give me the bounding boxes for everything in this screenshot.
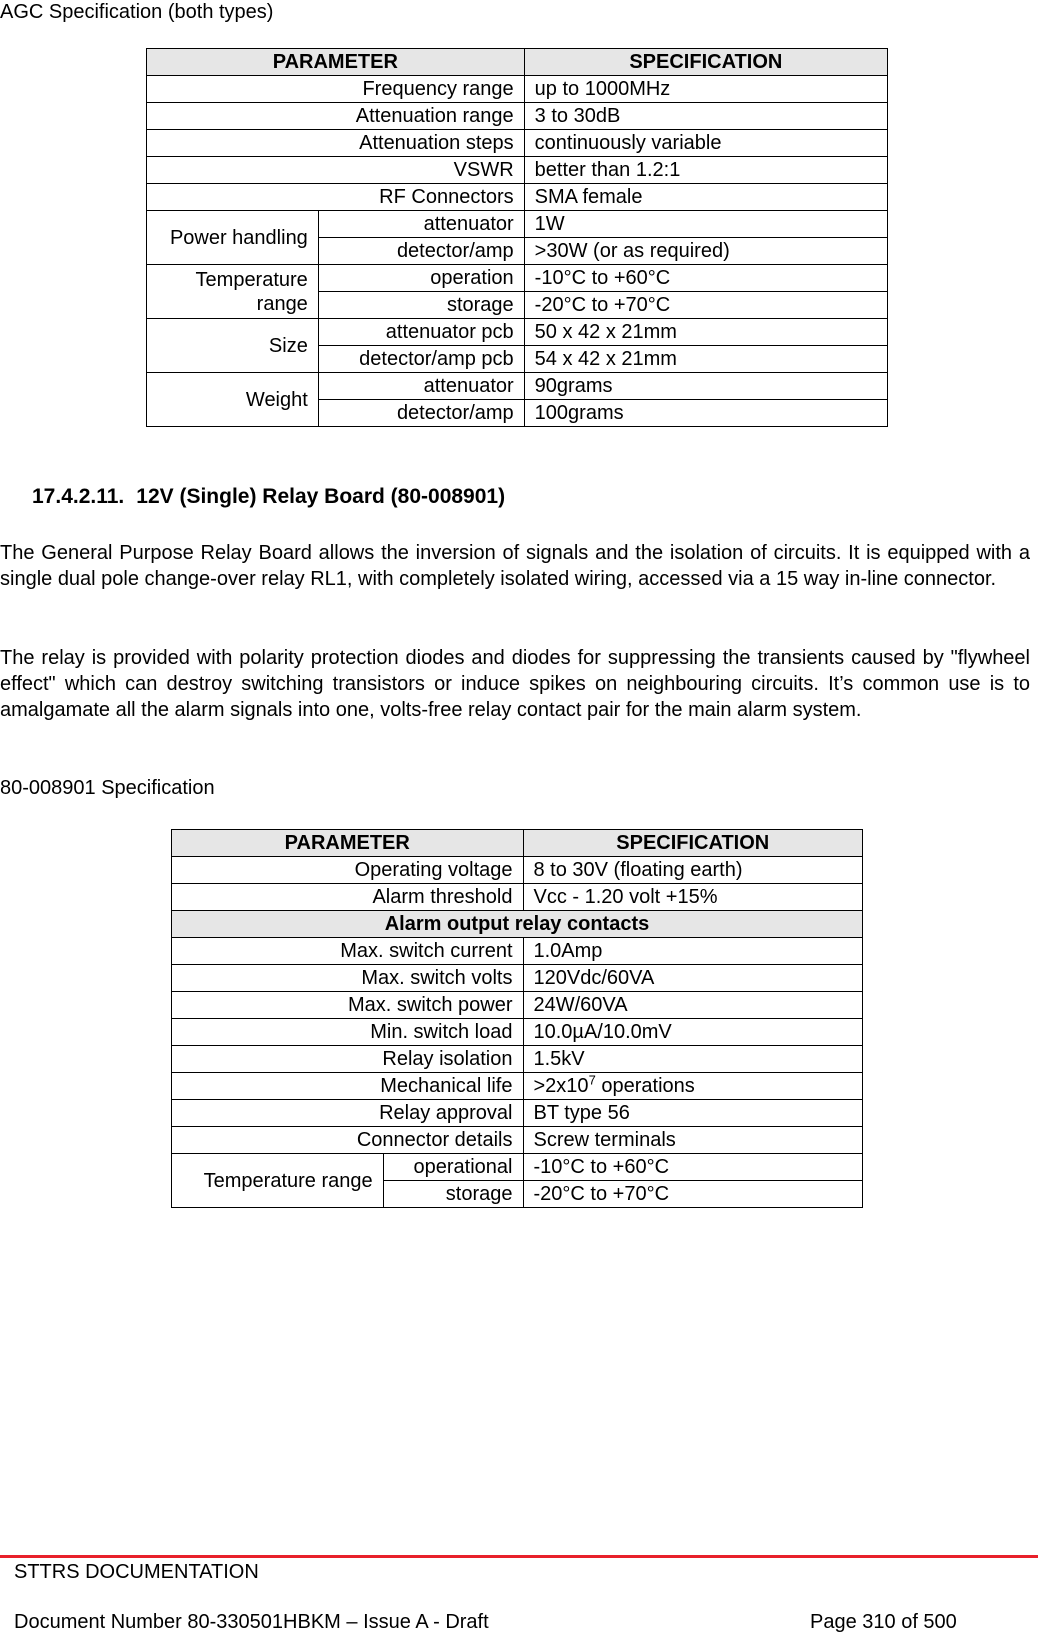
table-row bbox=[147, 184, 888, 211]
section-number: 17.4.2.11. bbox=[32, 485, 125, 508]
agc-spec-table bbox=[146, 48, 888, 427]
table-header-row bbox=[172, 830, 863, 857]
spec-cell: -10°C to +60°C bbox=[524, 265, 887, 292]
sub-param-cell: detector/amp pcb bbox=[318, 346, 524, 373]
spec-cell: 1.0Amp bbox=[523, 938, 863, 965]
param-cell: Max. switch power bbox=[172, 992, 524, 1019]
spec-cell bbox=[523, 1073, 863, 1100]
spec-cell: 90grams bbox=[524, 373, 887, 400]
sub-param-cell: detector/amp bbox=[318, 238, 524, 265]
spec-cell: 3 to 30dB bbox=[524, 103, 887, 130]
param-cell: Attenuation steps bbox=[147, 130, 525, 157]
table-subheader-row bbox=[172, 911, 863, 938]
table-row bbox=[147, 211, 888, 238]
param-cell: RF Connectors bbox=[147, 184, 525, 211]
spec-cell: >30W (or as required) bbox=[524, 238, 887, 265]
table-row bbox=[172, 965, 863, 992]
param-cell: Min. switch load bbox=[172, 1019, 524, 1046]
spec-cell: -10°C to +60°C bbox=[523, 1154, 863, 1181]
spec-cell: 120Vdc/60VA bbox=[523, 965, 863, 992]
param-cell: VSWR bbox=[147, 157, 525, 184]
sub-param-cell: operation bbox=[318, 265, 524, 292]
spec-cell: 54 x 42 x 21mm bbox=[524, 346, 887, 373]
spec-cell: -20°C to +70°C bbox=[523, 1181, 863, 1208]
paragraph: The relay is provided with polarity protection diodes and diodes for suppressing the transients caused by "flywheel effect" which can destroy switching transistors or induce spikes on neighbouring circuits. It’s common use is to amalgamate all the alarm signals into one, volts-free relay contact pair for the main alarm system. bbox=[0, 647, 1030, 721]
spec-cell: 1W bbox=[524, 211, 887, 238]
sub-param-cell: storage bbox=[318, 292, 524, 319]
table-row bbox=[172, 1100, 863, 1127]
footer-divider bbox=[0, 1555, 1038, 1558]
subheader-alarm-output: Alarm output relay contacts bbox=[172, 911, 863, 938]
sub-param-cell: attenuator pcb bbox=[318, 319, 524, 346]
footer-title: STTRS DOCUMENTATION bbox=[14, 1561, 259, 1583]
spec-suffix: operations bbox=[595, 1075, 695, 1097]
spec-cell: BT type 56 bbox=[523, 1100, 863, 1127]
spec-exponent: 7 bbox=[588, 1072, 596, 1088]
spec-prefix: >2x10 bbox=[533, 1075, 589, 1097]
header-parameter: PARAMETER bbox=[172, 830, 524, 857]
param-cell: Relay isolation bbox=[172, 1046, 524, 1073]
header-parameter: PARAMETER bbox=[147, 49, 525, 76]
footer-document-number: Document Number 80-330501HBKM – Issue A - Draft bbox=[14, 1611, 489, 1633]
param-cell: Connector details bbox=[172, 1127, 524, 1154]
footer-page-number: Page 310 of 500 bbox=[810, 1611, 957, 1633]
relay-spec-table bbox=[171, 829, 863, 1208]
param-cell: Max. switch current bbox=[172, 938, 524, 965]
sub-param-cell: attenuator bbox=[318, 373, 524, 400]
table-row bbox=[147, 157, 888, 184]
table-row bbox=[172, 884, 863, 911]
spec-caption: 80-008901 Specification bbox=[0, 777, 215, 799]
spec-cell: continuously variable bbox=[524, 130, 887, 157]
spec-cell: 24W/60VA bbox=[523, 992, 863, 1019]
section-heading bbox=[32, 485, 505, 509]
sub-param-cell: storage bbox=[383, 1181, 523, 1208]
table-row bbox=[172, 857, 863, 884]
table-row bbox=[147, 76, 888, 103]
param-cell: Operating voltage bbox=[172, 857, 524, 884]
spec-cell: up to 1000MHz bbox=[524, 76, 887, 103]
group-label-temperature-range: Temperature range bbox=[172, 1154, 384, 1208]
group-label-temperature-range: Temperature range bbox=[147, 265, 319, 319]
spec-cell: Screw terminals bbox=[523, 1127, 863, 1154]
param-cell: Alarm threshold bbox=[172, 884, 524, 911]
table-row bbox=[172, 1019, 863, 1046]
table-row bbox=[172, 938, 863, 965]
spec-cell: 100grams bbox=[524, 400, 887, 427]
table-row bbox=[172, 1046, 863, 1073]
table-row bbox=[172, 992, 863, 1019]
group-label-power-handling: Power handling bbox=[147, 211, 319, 265]
param-cell: Attenuation range bbox=[147, 103, 525, 130]
table-row bbox=[147, 265, 888, 292]
param-cell: Max. switch volts bbox=[172, 965, 524, 992]
spec-cell: better than 1.2:1 bbox=[524, 157, 887, 184]
table-row bbox=[147, 319, 888, 346]
param-cell: Relay approval bbox=[172, 1100, 524, 1127]
table-row bbox=[172, 1073, 863, 1100]
sub-param-cell: detector/amp bbox=[318, 400, 524, 427]
table-row bbox=[147, 103, 888, 130]
paragraph: The General Purpose Relay Board allows the inversion of signals and the isolation of circuits. It is equipped with a single dual pole change-over relay RL1, with completely isolated wiring, accessed via a 15 way in-line connector. bbox=[0, 542, 1030, 590]
param-cell: Mechanical life bbox=[172, 1073, 524, 1100]
spec-cell: SMA female bbox=[524, 184, 887, 211]
header-specification: SPECIFICATION bbox=[523, 830, 863, 857]
spec-cell: 1.5kV bbox=[523, 1046, 863, 1073]
table-row bbox=[147, 373, 888, 400]
section-title: 12V (Single) Relay Board (80-008901) bbox=[136, 485, 506, 508]
spec-cell: 10.0µA/10.0mV bbox=[523, 1019, 863, 1046]
table-row bbox=[172, 1127, 863, 1154]
spec-cell: Vcc - 1.20 volt +15% bbox=[523, 884, 863, 911]
spec-cell: 50 x 42 x 21mm bbox=[524, 319, 887, 346]
sub-param-cell: operational bbox=[383, 1154, 523, 1181]
group-label-weight: Weight bbox=[147, 373, 319, 427]
sub-param-cell: attenuator bbox=[318, 211, 524, 238]
agc-caption: AGC Specification (both types) bbox=[0, 1, 274, 23]
table-row bbox=[172, 1154, 863, 1181]
group-label-size: Size bbox=[147, 319, 319, 373]
spec-cell: 8 to 30V (floating earth) bbox=[523, 857, 863, 884]
param-cell: Frequency range bbox=[147, 76, 525, 103]
spec-cell: -20°C to +70°C bbox=[524, 292, 887, 319]
header-specification: SPECIFICATION bbox=[524, 49, 887, 76]
table-row bbox=[147, 130, 888, 157]
table-header-row bbox=[147, 49, 888, 76]
